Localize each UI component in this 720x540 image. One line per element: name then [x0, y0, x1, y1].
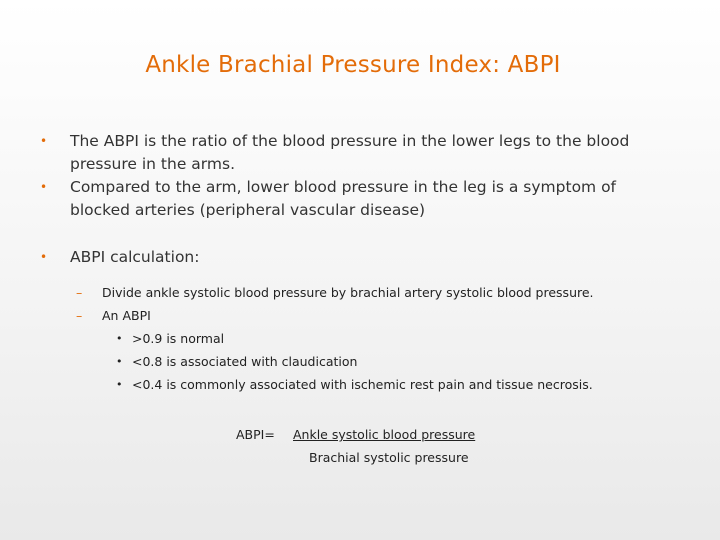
- sub-sub-item-text: <0.4 is commonly associated with ischemic rest pain and tissue necrosis.: [132, 377, 593, 392]
- sub-list: [40, 281, 680, 396]
- sub-sub-item: [116, 327, 680, 350]
- bullet-text: Compared to the arm, lower blood pressure in the leg is a symptom of blocked arteries (peripheral vascular disease): [70, 178, 617, 219]
- sub-item-text: An ABPI: [102, 308, 151, 323]
- formula-lhs: ABPI=: [236, 427, 275, 442]
- sub-item: [76, 281, 680, 304]
- bullet-item: [40, 130, 680, 176]
- bullet-icon: •: [40, 180, 48, 194]
- dash-icon: –: [76, 285, 83, 300]
- sub-sub-item-text: >0.9 is normal: [132, 331, 225, 346]
- bullet-text: ABPI calculation:: [70, 248, 200, 266]
- sub-sub-item-text: <0.8 is associated with claudication: [132, 354, 358, 369]
- bullet-icon: •: [116, 332, 123, 345]
- bullet-icon: •: [40, 250, 48, 264]
- bullet-text: The ABPI is the ratio of the blood pressure in the lower legs to the blood pressure in the arms.: [70, 132, 630, 173]
- dash-icon: –: [76, 308, 83, 323]
- slide-title: Ankle Brachial Pressure Index: ABPI: [145, 52, 561, 78]
- bullet-icon: •: [116, 355, 123, 368]
- formula-numerator: Ankle systolic blood pressure: [293, 427, 476, 442]
- sub-sub-item: [116, 373, 680, 396]
- bullet-icon: •: [116, 378, 123, 391]
- sub-item: [76, 304, 680, 327]
- bullet-item: [40, 246, 680, 269]
- sub-sub-item: [116, 350, 680, 373]
- bullet-icon: •: [40, 134, 48, 148]
- bullet-item: [40, 176, 680, 222]
- formula-denominator: Brachial systolic pressure: [309, 450, 469, 465]
- bullet-list: [40, 130, 680, 396]
- sub-item-text: Divide ankle systolic blood pressure by brachial artery systolic blood pressure.: [102, 285, 594, 300]
